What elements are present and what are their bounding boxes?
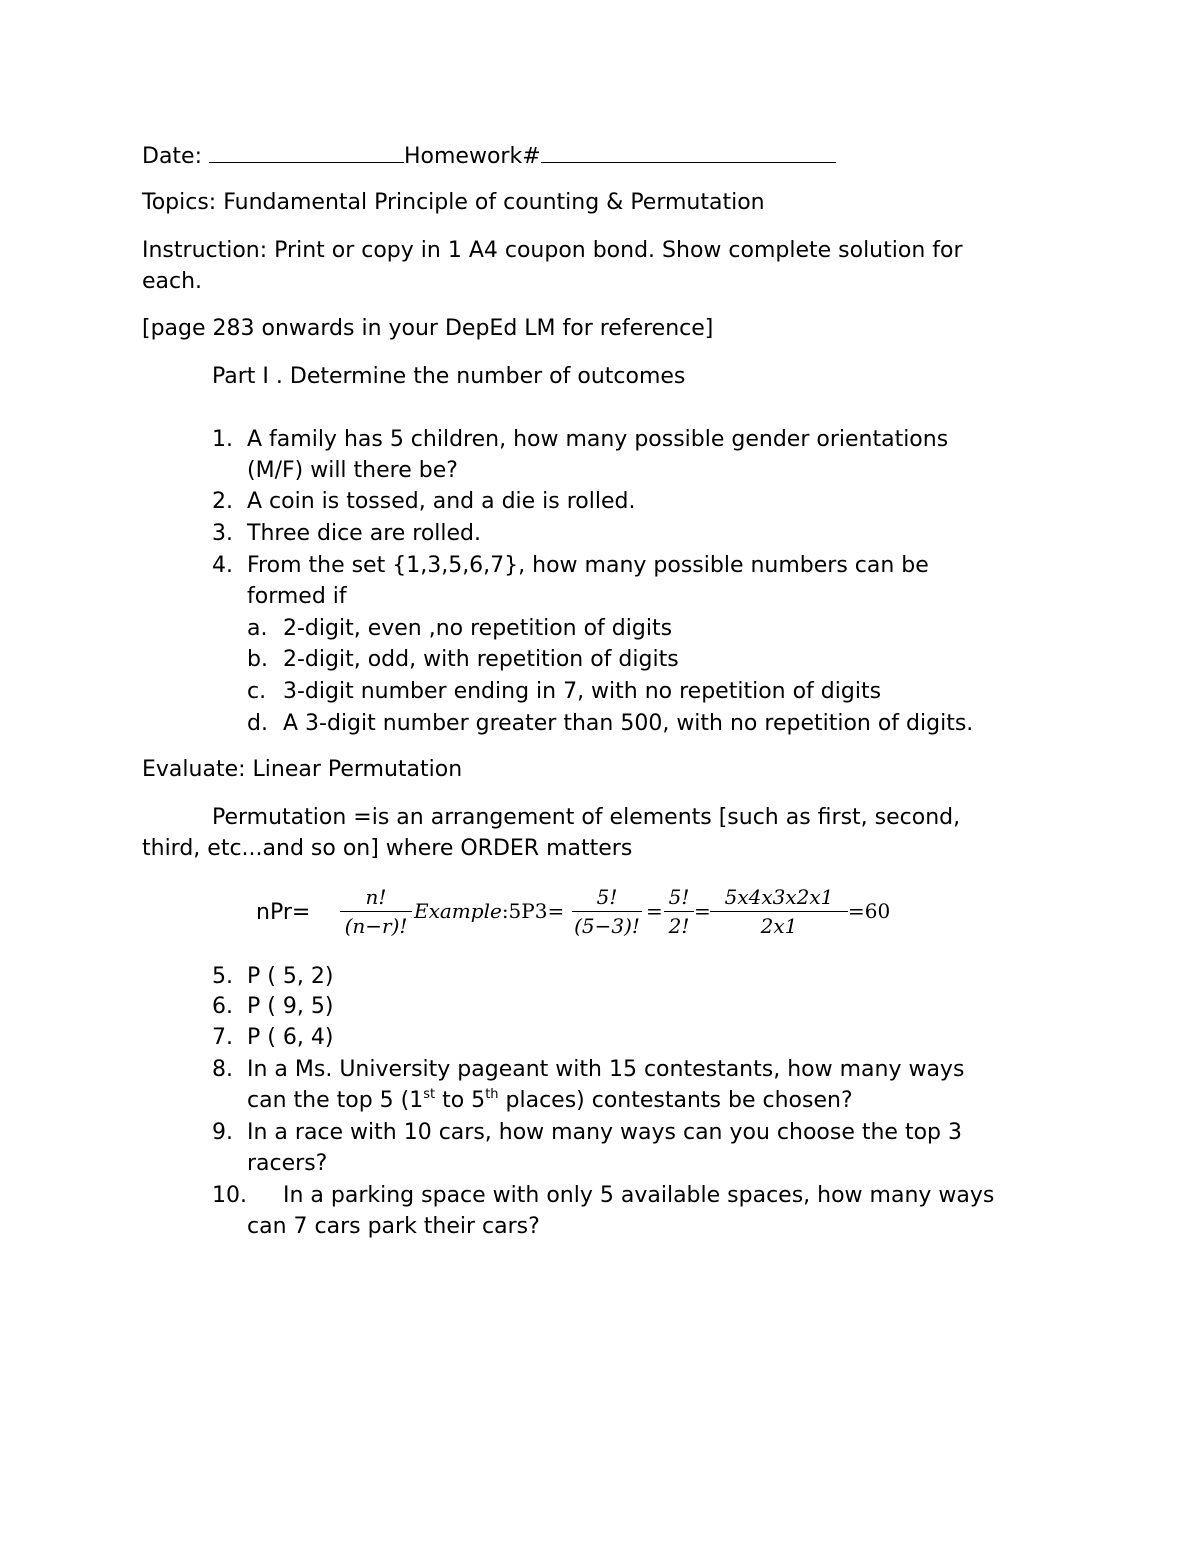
list-item-continued	[247, 1085, 853, 1116]
list-item: A family has 5 children, how many possible gender orientations	[247, 427, 949, 452]
item-number: 2.	[212, 489, 233, 514]
reference-line: [page 283 onwards in your DepEd LM for reference]	[142, 316, 714, 341]
list-item-continued: racers?	[247, 1151, 328, 1176]
superscript: st	[423, 1087, 436, 1102]
item-number: 4.	[212, 553, 233, 578]
list-item: Three dice are rolled.	[247, 521, 482, 546]
subitem-letter: c.	[247, 679, 267, 704]
list-item: P ( 6, 4)	[247, 1025, 334, 1050]
item-number: 7.	[212, 1025, 233, 1050]
fraction-numerator: 5!	[668, 885, 690, 909]
list-item: P ( 9, 5)	[247, 994, 334, 1019]
list-item: A coin is tossed, and a die is rolled.	[247, 489, 636, 514]
fraction-denominator: (n−r)!	[344, 914, 408, 938]
item-number: 8.	[212, 1057, 233, 1082]
topics-line: Topics: Fundamental Principle of counting & Permutation	[142, 190, 765, 215]
example-fraction-1	[572, 885, 642, 938]
fraction-bar	[664, 911, 694, 912]
item-number: 5.	[212, 964, 233, 989]
list-item: In a Ms. University pageant with 15 contestants, how many ways	[247, 1057, 965, 1082]
item-number: 9.	[212, 1120, 233, 1145]
subitem: 3-digit number ending in 7, with no repetition of digits	[283, 679, 882, 704]
homework-blank	[541, 140, 836, 163]
list-item-continued: (M/F) will there be?	[247, 458, 458, 483]
item-number: 10.	[212, 1183, 247, 1208]
list-item: In a race with 10 cars, how many ways can you choose the top 3	[247, 1120, 962, 1145]
date-label: Date:	[142, 144, 209, 169]
list-item: From the set {1,3,5,6,7}, how many possible numbers can be	[247, 553, 929, 578]
definition-line-1: Permutation =is an arrangement of elements [such as first, second,	[212, 805, 961, 830]
formula-result: =60	[848, 899, 891, 923]
fraction-denominator: 2x1	[760, 914, 798, 938]
example-label	[414, 899, 564, 923]
fraction-denominator: (5−3)!	[574, 914, 640, 938]
subitem: A 3-digit number greater than 500, with no repetition of digits.	[283, 711, 974, 736]
subitem-letter: d.	[247, 711, 268, 736]
general-fraction	[340, 885, 412, 938]
text-segment: can the top 5 (1	[247, 1088, 424, 1113]
equals-sign: =	[646, 899, 663, 923]
fraction-numerator: 5x4x3x2x1	[724, 885, 834, 909]
subitem: 2-digit, even ,no repetition of digits	[283, 616, 673, 641]
part1-heading: Part I . Determine the number of outcomes	[212, 364, 686, 389]
fraction-bar	[710, 911, 848, 912]
text-segment: places) contestants be chosen?	[498, 1088, 853, 1113]
instruction-line-2: each.	[142, 269, 203, 294]
equals-sign: =	[694, 899, 711, 923]
evaluate-heading: Evaluate: Linear Permutation	[142, 757, 463, 782]
subitem-letter: b.	[247, 647, 268, 672]
example-head: :5P3=	[501, 899, 565, 923]
homework-label: Homework#	[404, 144, 541, 169]
permutation-formula	[250, 880, 930, 946]
example-fraction-2	[664, 885, 694, 938]
text-segment: to 5	[435, 1088, 486, 1113]
formula-label: nPr=	[256, 900, 311, 925]
header-line	[142, 140, 836, 172]
fraction-numerator: 5!	[596, 885, 618, 909]
item-number: 6.	[212, 994, 233, 1019]
date-blank	[209, 140, 404, 163]
instruction-line-1: Instruction: Print or copy in 1 A4 coupon bond. Show complete solution for	[142, 238, 963, 263]
list-item-continued: formed if	[247, 584, 347, 609]
example-fraction-3	[710, 885, 848, 938]
fraction-bar	[572, 911, 642, 912]
item-number: 1.	[212, 427, 233, 452]
fraction-bar	[340, 911, 412, 912]
subitem: 2-digit, odd, with repetition of digits	[283, 647, 679, 672]
item-number: 3.	[212, 521, 233, 546]
example-word: Example	[414, 899, 502, 923]
list-item-continued: can 7 cars park their cars?	[247, 1214, 540, 1239]
fraction-denominator: 2!	[668, 914, 690, 938]
superscript: th	[485, 1087, 499, 1102]
list-item: P ( 5, 2)	[247, 964, 334, 989]
list-item: In a parking space with only 5 available spaces, how many ways	[283, 1183, 995, 1208]
definition-line-2: third, etc...and so on] where ORDER matters	[142, 836, 633, 861]
subitem-letter: a.	[247, 616, 268, 641]
fraction-numerator: n!	[365, 885, 387, 909]
